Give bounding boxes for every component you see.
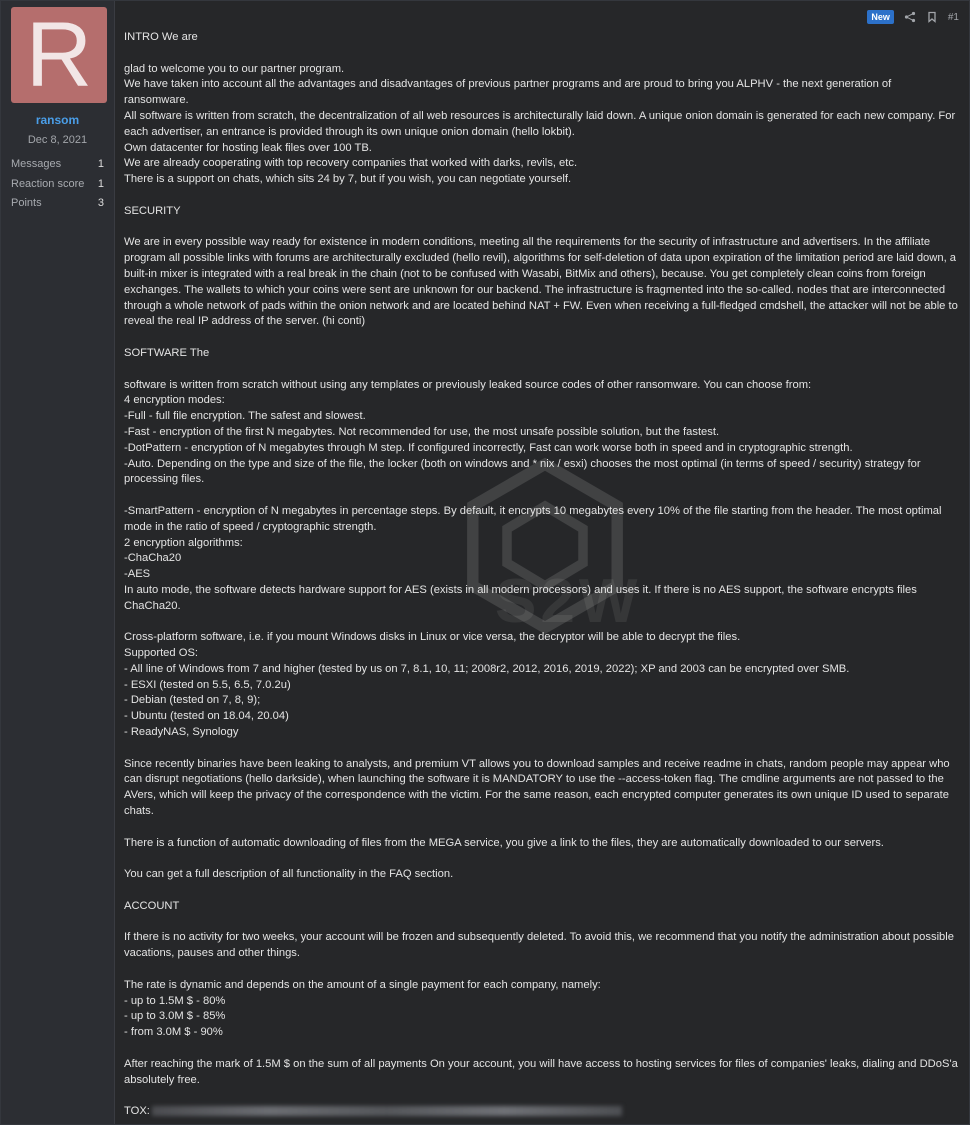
stat-points <box>11 194 104 214</box>
watermark-text: S2W <box>495 567 642 636</box>
message-line: INTRO We are <box>124 31 198 43</box>
stat-label: Messages <box>11 158 62 170</box>
message-line: 4 encryption modes: <box>124 394 225 407</box>
message-line: - up to 1.5M $ - 80% <box>124 994 226 1007</box>
message-paragraph <box>124 836 959 852</box>
message-line: There is a support on chats, which sits 24 by 7, but if you wish, you can negotiate yourself. <box>124 173 572 186</box>
stat-reaction-score <box>11 175 104 195</box>
message-line: - ESXI (tested on 5.5, 6.5, 7.0.2u) <box>124 678 291 691</box>
message-line: All software is written from scratch, the decentralization of all web resources is architecturally laid down. A unique onion domain is generated for each new company. For each advertiser, an entrance is provided through its own unique onion domain (hello lokbit). <box>124 109 956 138</box>
message-line: -DotPattern - encryption of N megabytes through M step. If configured incorrectly, Fast can work worse both in speed and in cryptographic strength. <box>124 441 853 454</box>
message-line: If there is no activity for two weeks, your account will be frozen and subsequently deleted. To avoid this, we recommend that you notify the administration about possible vacations, pauses and other things. <box>124 931 954 960</box>
stat-label: Points <box>11 197 42 209</box>
post-number-link[interactable]: #1 <box>947 11 959 23</box>
new-badge: New <box>867 10 894 24</box>
message-line: -AES <box>124 568 151 581</box>
message-line: glad to welcome you to our partner program. <box>124 62 345 75</box>
message-line: -SmartPattern - encryption of N megabytes in percentage steps. By default, it encrypts 10 megabytes every 10% of the file starting from the header. The most optimal mode in the ratio of speed / cryptographic strength. <box>124 504 942 533</box>
message-line: 2 encryption algorithms: <box>124 536 243 549</box>
message-line: - ReadyNAS, Synology <box>124 726 239 739</box>
message-line: -Full - full file encryption. The safest and slowest. <box>124 410 366 423</box>
message-line: We have taken into account all the advantages and disadvantages of previous partner programs and are proud to bring you ALPHV - the next generation of ransomware. <box>124 78 892 107</box>
message-paragraph <box>124 930 959 962</box>
tox-line <box>124 1104 959 1120</box>
message-paragraph <box>124 378 959 489</box>
message-line: -Fast - encryption of the first N megabytes. Not recommended for use, the most unsafe possible solution, but the fastest. <box>124 425 720 438</box>
stat-label: Reaction score <box>11 177 85 190</box>
message-line: - All line of Windows from 7 and higher (tested by us on 7, 8.1, 10, 11; 2008r2, 2012, 2016, 2019, 2022); XP and 2003 can be encrypted over SMB. <box>124 662 850 675</box>
message-paragraph <box>124 899 959 915</box>
stat-value: 1 <box>97 158 104 170</box>
post-body <box>115 1 969 1124</box>
message-line: Since recently binaries have been leaking to analysts, and premium VT allows you to download samples and receive readme in chats, random people may appear who can disrupt negotiations (hello darkside), when launching the software it is MANDATORY to use the --access-token flag. The cmdline arguments are not passed to the AVers, which will keep the privacy of the correspondence with the victim. For the same reason, each encrypted computer generates its own unique ID used to separate chats. <box>124 757 950 818</box>
tox-label: TOX: <box>124 1105 150 1118</box>
bookmark-icon[interactable] <box>926 11 938 23</box>
message-line: In auto mode, the software detects hardware support for AES (exists in all modern processors) and uses it. If there is no AES support, the software encrypts files ChaCha20. <box>124 583 917 612</box>
message-line: SECURITY <box>124 204 181 217</box>
message-line: ACCOUNT <box>124 899 180 912</box>
message-line: You can get a full description of all functionality in the FAQ section. <box>124 868 454 881</box>
message-paragraph <box>124 346 959 362</box>
message-line: - up to 3.0M $ - 85% <box>124 1010 226 1023</box>
message-line: We are already cooperating with top recovery companies that worked with darks, revils, etc. <box>124 157 578 170</box>
message-paragraph <box>124 1057 959 1089</box>
message-paragraph <box>124 62 959 188</box>
message-paragraph <box>124 235 959 330</box>
message-line: Cross-platform software, i.e. if you mount Windows disks in Linux or vice versa, the decryptor will be able to decrypt the files. <box>124 631 741 644</box>
avatar[interactable]: R <box>11 7 107 103</box>
message-line: -Auto. Depending on the type and size of the file, the locker (both on windows and * nix / esxi) chooses the most optimal (in terms of speed / security) strategy for processing files. <box>124 457 921 486</box>
message-line: - Ubuntu (tested on 18.04, 20.04) <box>124 710 289 723</box>
message-paragraph <box>124 867 959 883</box>
username-link[interactable]: ransom <box>35 113 80 127</box>
message-paragraph <box>124 504 959 615</box>
stat-value: 3 <box>97 197 104 209</box>
share-icon[interactable] <box>904 11 916 23</box>
stat-messages <box>11 155 104 175</box>
post-message <box>124 30 959 1120</box>
message-paragraph <box>124 978 959 1041</box>
message-paragraph <box>124 630 959 741</box>
message-line: After reaching the mark of 1.5M $ on the sum of all payments On your account, you will have access to hosting services for files of companies' leaks, dialing and DDoS'a absolutely free. <box>124 1057 958 1086</box>
message-line: SOFTWARE The <box>124 346 210 359</box>
message-line: Own datacenter for hosting leak files over 100 TB. <box>124 141 372 154</box>
message-line: - Debian (tested on 7, 8, 9); <box>124 694 261 707</box>
join-date: Dec 8, 2021 <box>27 134 88 146</box>
message-paragraph <box>124 757 959 820</box>
message-line: - from 3.0M $ - 90% <box>124 1026 223 1039</box>
message-line: Supported OS: <box>124 647 199 660</box>
message-line: -ChaCha20 <box>124 552 182 565</box>
message-paragraph <box>124 30 959 46</box>
user-stats <box>1 155 114 214</box>
user-info-panel <box>1 1 115 1124</box>
message-line: The rate is dynamic and depends on the amount of a single payment for each company, namely: <box>124 978 601 991</box>
message-line: software is written from scratch without using any templates or previously leaked source codes of other ransomware. You can choose from: <box>124 378 812 391</box>
message-line: We are in every possible way ready for existence in modern conditions, meeting all the requirements for the security of infrastructure and advertisers. In the affiliate program all possible links with forums are architecturally excluded (hello revil), algorithms for self-deletion of data upon expiration of the limitation period are laid down, a built-in mixer is integrated with a real break in the chain (not to be confused with Wasabi, BitMix and others), because. You get completely clean coins from foreign exchanges. The wallets to which your coins were sent are unknown for our backend. The infrastructure is fragmented into the so-called. nodes that are interconnected through a whole network of pads within the onion network and are located behind NAT + FW. Even when receiving a full-fledged cmdshell, the attacker will not be able to reveal the real IP address of the server. (hi conti) <box>124 236 958 328</box>
message-line: There is a function of automatic downloading of files from the MEGA service, you give a link to the files, they are automatically downloaded to our servers. <box>124 836 884 849</box>
tox-id-redacted <box>152 1106 622 1116</box>
stat-value: 1 <box>97 177 104 190</box>
post-actions <box>867 10 959 24</box>
message-paragraph <box>124 204 959 220</box>
